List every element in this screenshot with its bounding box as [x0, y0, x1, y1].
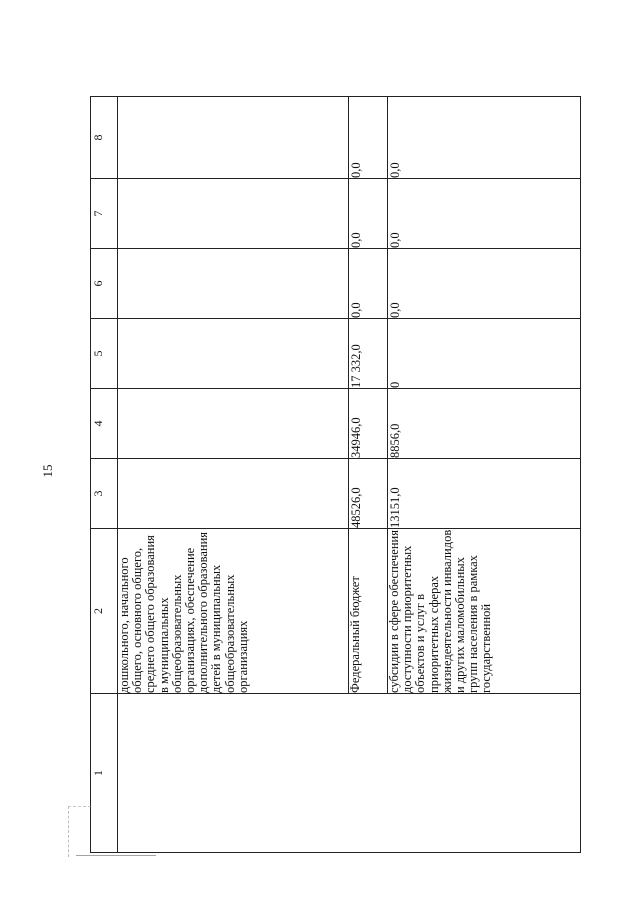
- page-number: 15: [40, 464, 55, 478]
- table-row: [118, 97, 349, 853]
- budget-table: [90, 96, 581, 853]
- cell-value: 0,0: [388, 179, 581, 249]
- rotated-table-frame: [90, 97, 578, 853]
- cell-value: 0,0: [388, 249, 581, 319]
- cell-value: 34946,0: [349, 389, 388, 459]
- scan-artifact: [68, 806, 91, 857]
- cell-empty: [118, 319, 349, 389]
- header-col-1: 1: [91, 694, 118, 853]
- cell-value: 0: [388, 319, 581, 389]
- cell-empty: [118, 249, 349, 319]
- cell-value: 13151,0: [388, 459, 581, 529]
- cell-funding-source: Федеральный бюджет: [349, 529, 388, 694]
- cell-value: 8856,0: [388, 389, 581, 459]
- header-col-6: 6: [91, 249, 118, 319]
- cell-col-1-empty: [118, 694, 581, 853]
- cell-description: дошкольного, начального общего, основного общего, среднего общего образования в муниципальных общеобразовательных организациях, обеспечение дополнительного образования детей в муниципальных общеобразовательных организациях: [118, 529, 349, 694]
- header-col-5: 5: [91, 319, 118, 389]
- header-col-7: 7: [91, 179, 118, 249]
- cell-value: 0,0: [349, 97, 388, 179]
- cell-empty: [118, 179, 349, 249]
- cell-empty: [118, 97, 349, 179]
- header-col-4: 4: [91, 389, 118, 459]
- header-col-2: 2: [91, 529, 118, 694]
- header-row: [91, 97, 118, 853]
- cell-value: 48526,0: [349, 459, 388, 529]
- header-col-3: 3: [91, 459, 118, 529]
- cell-value: 0,0: [349, 249, 388, 319]
- cell-value: 0,0: [349, 179, 388, 249]
- cell-value: 17 332,0: [349, 319, 388, 389]
- cell-empty: [118, 459, 349, 529]
- cell-value: 0,0: [388, 97, 581, 179]
- scan-artifact-line: [76, 855, 156, 856]
- cell-description: субсидии в сфере обеспечения доступности приоритетных объектов и услуг в приоритетных сферах жизнедеятельности инвалидов и других маломобильных групп населения в рамках государственной: [388, 529, 581, 694]
- cell-empty: [118, 389, 349, 459]
- header-col-8: 8: [91, 97, 118, 179]
